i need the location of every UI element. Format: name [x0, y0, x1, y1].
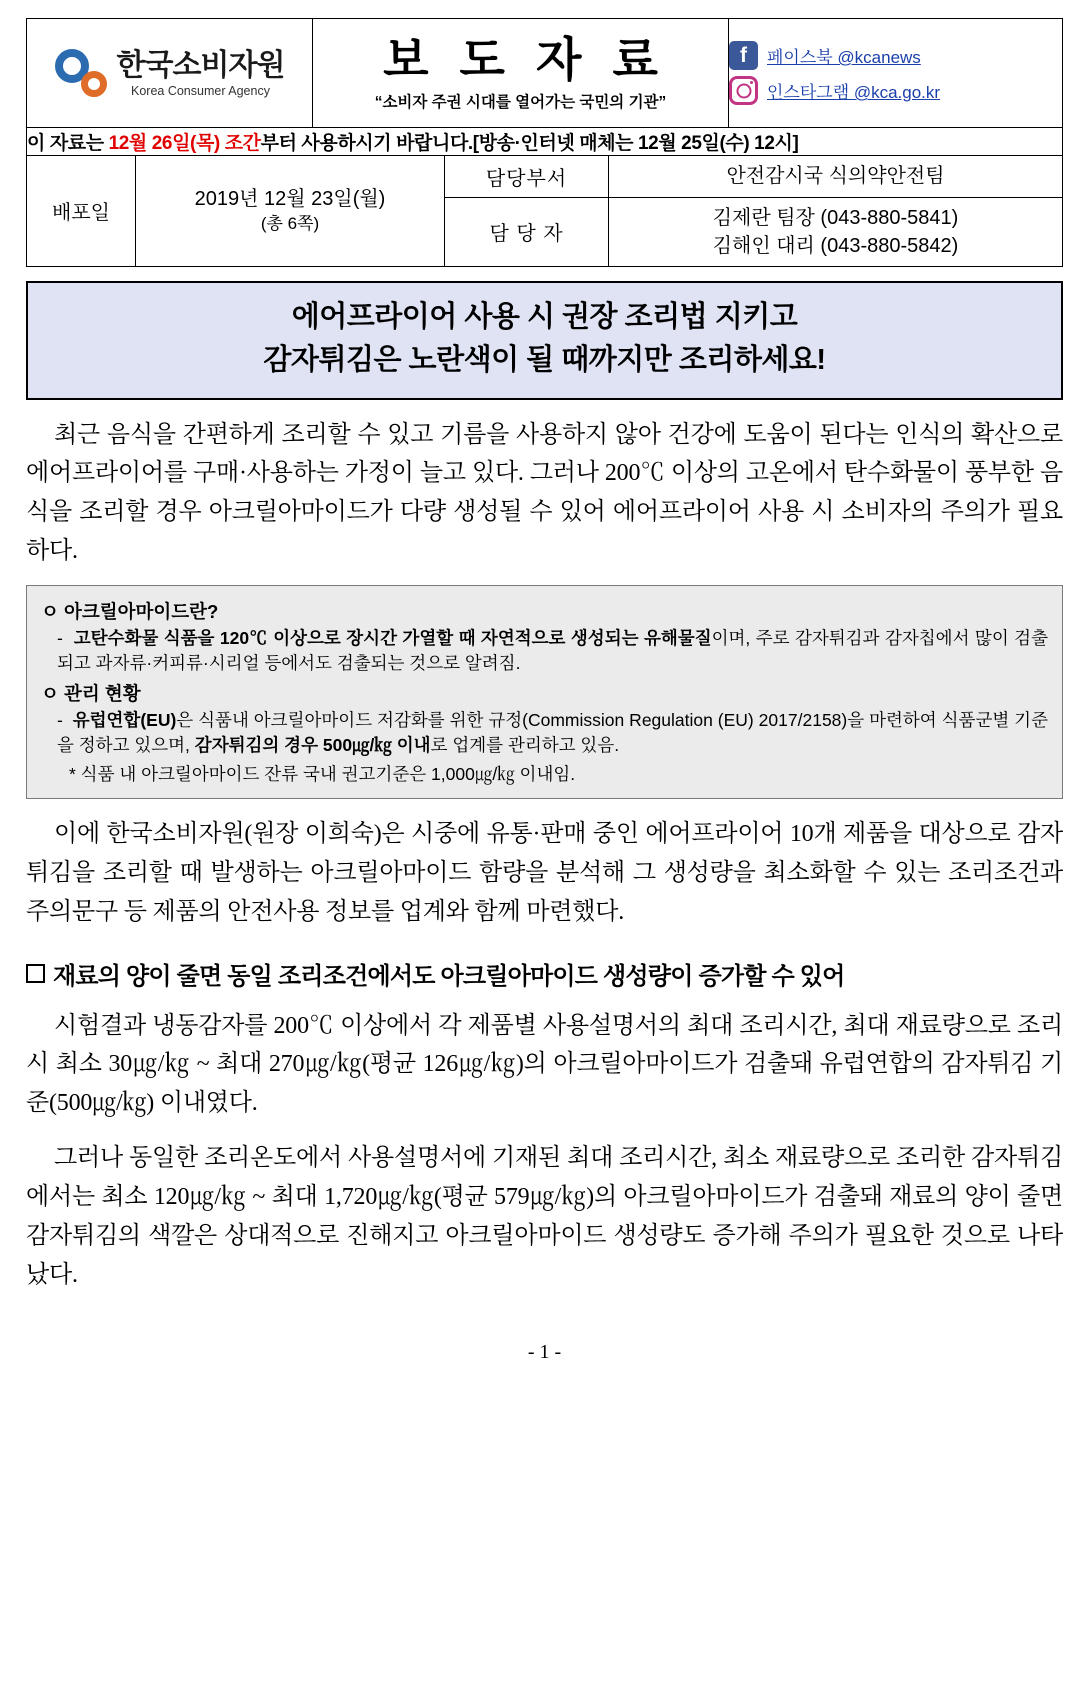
headline-box: [26, 281, 1063, 400]
paragraph-3: 시험결과 냉동감자를 200℃ 이상에서 각 제품별 사용설명서의 최대 조리시간, 최대 재료량으로 조리 시 최소 30㎍/㎏ ~ 최대 270㎍/㎏(평균 126㎍/㎏)의 아크릴아마이드가 검출돼 유럽연합의 감자튀김 기준(500㎍/㎏) 이내였다.: [26, 1012, 1063, 1117]
person-label: 담 당 자: [445, 197, 609, 266]
distribution-date-cell: [136, 155, 445, 266]
department-value: 안전감시국 식의약안전팀: [609, 155, 1063, 197]
info-box-item-1: - 고탄수화물 식품을 120℃ 이상으로 장시간 가열할 때 자연적으로 생성되는 유해물질이며, 주로 감자튀김과 감자칩에서 많이 검출되고 과자류·커피류·시리얼 등에서도 검출되는 것으로 알려짐.: [57, 628, 1048, 674]
department-label: 담당부서: [445, 155, 609, 197]
info-box-item-2-mid: 은 식품내 아크릴아마이드 저감화를 위한 규정(Commission Regulation (EU) 2017/2158)을 마련하여 식품군별 기준을 정하고 있으며,: [57, 709, 1048, 756]
paragraph-4: 그러나 동일한 조리온도에서 사용설명서에 기재된 최대 조리시간, 최소 재료량으로 조리한 감자튀김에서는 최소 120㎍/㎏ ~ 최대 1,720㎍/㎏(평균 579㎍/㎏)의 아크릴아마이드가 검출돼 재료의 양이 줄면 감자튀김의 색깔은 상대적으로 진해지고 아크릴아마이드 생성량도 증가해 주의가 필요한 것으로 나타났다.: [26, 1145, 1063, 1288]
agency-name-kr: 한국소비자원: [116, 48, 285, 82]
paragraph-1: 최근 음식을 간편하게 조리할 수 있고 기름을 사용하지 않아 건강에 도움이 된다는 인식의 확산으로 에어프라이어를 구매·사용하는 가정이 늘고 있다. 그러나 200℃ 이상의 고온에서 탄수화물이 풍부한 음식을 조리할 경우 아크릴아마이드가 다량 생성될 수 있어 에어프라이어 사용 시 소비자의 주의가 필요하다.: [26, 421, 1063, 565]
headline-line-1: 에어프라이어 사용 시 권장 조리법 지키고: [291, 300, 798, 333]
embargo-suffix: 부터 사용하시기 바랍니다.[방송·인터넷 매체는 12월 25일(수) 12시]: [260, 133, 799, 154]
sns-links-cell: [729, 19, 1063, 128]
document-title-cell: [313, 19, 729, 128]
distribution-pages: (총 6쪽): [260, 213, 320, 233]
info-box-note: * 식품 내 아크릴아마이드 잔류 국내 권고기준은 1,000㎍/㎏ 이내임.: [69, 763, 576, 784]
page-subtitle: “소비자 주권 시대를 열어가는 국민의 기관”: [374, 93, 667, 111]
section-heading-text: 재료의 양이 줄면 동일 조리조건에서도 아크릴아마이드 생성량이 증가할 수 있어: [53, 962, 845, 990]
info-box-item-1-bold: 고탄수화물 식품을 120℃ 이상으로 장시간 가열할 때 자연적으로 생성되는 유해물질: [73, 628, 712, 648]
embargo-prefix: 이 자료는: [27, 133, 109, 154]
info-box-item-2-bold-1: 유럽연합(EU): [72, 709, 177, 730]
embargo-date: 12월 26일(목) 조간: [108, 133, 261, 154]
square-bullet-icon: [26, 964, 45, 983]
facebook-link[interactable]: 페이스북 @kcanews: [767, 48, 921, 67]
contact-person-1: 김제란 팀장 (043-880-5841): [712, 206, 959, 229]
agency-logo-cell: [27, 19, 313, 128]
info-box-item-2-bold-2: 감자튀김의 경우 500㎍/㎏ 이내: [194, 735, 431, 756]
info-box-item-2: - 유럽연합(EU)은 식품내 아크릴아마이드 저감화를 위한 규정(Commission Regulation (EU) 2017/2158)을 마련하여 식품군별 기준을 정하고 있으며, 감자튀김의 경우 500㎍/㎏ 이내로 업계를 관리하고 있음.: [57, 709, 1048, 756]
info-box: [26, 585, 1063, 799]
info-box-item-1-rest: 이며, 주로 감자튀김과 감자칩에서 많이 검출되고 과자류·커피류·시리얼 등에서도 검출되는 것으로 알려짐.: [57, 628, 1048, 674]
headline-line-2: 감자튀김은 노란색이 될 때까지만 조리하세요!: [263, 344, 826, 376]
paragraph-2: 이에 한국소비자원(원장 이희숙)은 시중에 유통·판매 중인 에어프라이어 10개 제품을 대상으로 감자튀김을 조리할 때 발생하는 아크릴아마이드 함량을 분석해 그 생성량을 최소화할 수 있는 조리조건과 주의문구 등 제품의 안전사용 정보를 업계와 함께 마련했다.: [26, 820, 1063, 925]
instagram-row[interactable]: [729, 76, 1062, 105]
kca-logo-icon: [55, 47, 107, 99]
embargo-notice: [27, 128, 1063, 156]
distribution-date: 2019년 12월 23일(월): [194, 187, 386, 210]
contact-info-table: [26, 155, 1063, 267]
facebook-icon: f: [729, 41, 758, 70]
info-box-item-2-end: 로 업계를 관리하고 있음.: [430, 735, 620, 756]
press-release-header: [26, 18, 1063, 156]
section-heading: [26, 956, 1063, 991]
instagram-icon: [729, 76, 758, 105]
instagram-link[interactable]: 인스타그램 @kca.go.kr: [767, 83, 941, 102]
person-value-cell: [609, 197, 1063, 266]
distribution-label: 배포일: [27, 155, 136, 266]
page-number: - 1 -: [527, 1340, 562, 1363]
agency-name-en: Korea Consumer Agency: [131, 83, 270, 98]
contact-person-2: 김해인 대리 (043-880-5842): [712, 234, 959, 257]
info-box-heading-2: ㅇ 관리 현황: [41, 682, 141, 704]
page-title: 보 도 자 료: [383, 33, 667, 87]
facebook-row[interactable]: [729, 41, 1062, 70]
info-box-heading-1: ㅇ 아크릴아마이드란?: [41, 601, 219, 622]
